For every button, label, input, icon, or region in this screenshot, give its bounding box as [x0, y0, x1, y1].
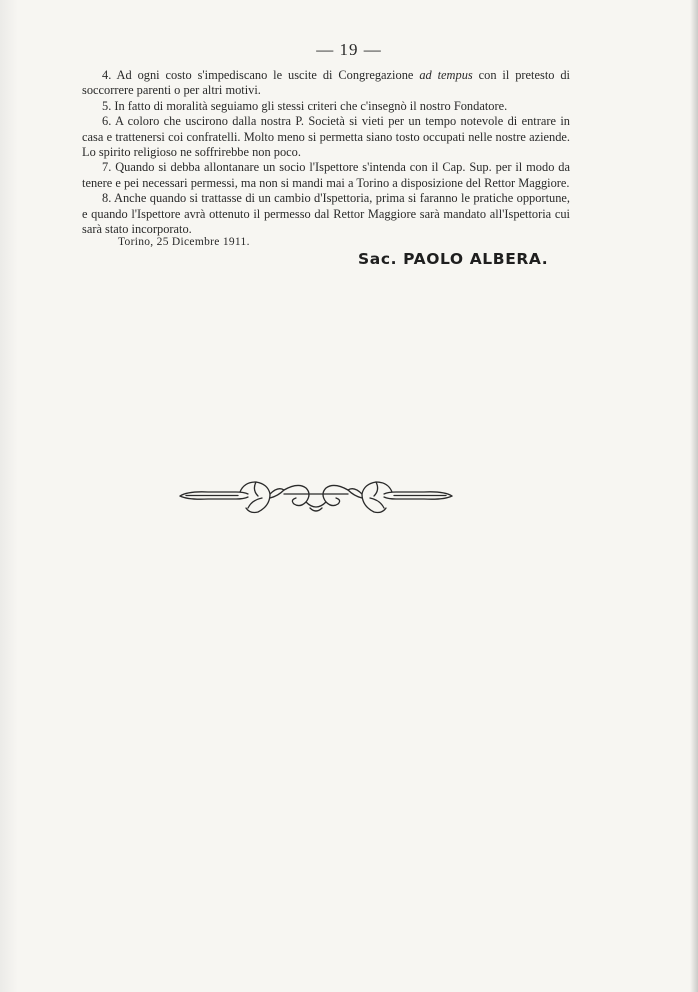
- page-number: — 19 —: [316, 40, 382, 59]
- page-edge-shadow-right: [690, 0, 698, 992]
- paragraph-4-tail: con il pretesto di soccorrere parenti o per altri motivi.: [82, 68, 570, 98]
- paragraph-4: [82, 68, 570, 99]
- paragraph-7: [82, 160, 570, 191]
- paragraph-7-text: 7. Quando si debba allontanare un socio l'Ispettore s'intenda con il Cap. Sup. per il modo da tenere e pei necessari permessi, ma non si mandi mai a Torino a disposizione del Rettor Maggiore.: [82, 160, 570, 190]
- paragraph-6: [82, 114, 570, 160]
- paragraph-6-text: 6. A coloro che uscirono dalla nostra P. Società si vieti per un tempo notevole di entrare in casa e trattenersi coi confratelli. Molto meno si permetta siano tosto occupati nelle nostre aziende. Lo spirito religioso ne soffrirebbe non poco.: [82, 114, 570, 160]
- paragraph-8-text: 8. Anche quando si trattasse di un cambio d'Ispettoria, prima si faranno le pratiche opportune, e quando l'Ispettore avrà ottenuto il permesso dal Rettor Maggiore sarà mandato all'Ispettoria cui sarà stato incorporato.: [82, 191, 570, 237]
- paragraph-8: [82, 191, 570, 237]
- page-edge-shadow-left: [0, 0, 18, 992]
- signature: Sac. PAOLO ALBERA.: [358, 250, 549, 268]
- paragraph-4-text: 4. Ad ogni costo s'impediscano le uscite di Congregazione: [102, 68, 420, 82]
- paragraph-4-italic: ad tempus: [419, 68, 473, 82]
- paragraph-5-text: 5. In fatto di moralità seguiamo gli stessi criteri che c'insegnò il nostro Fondatore.: [102, 98, 508, 113]
- closing-date: Torino, 25 Dicembre 1911.: [118, 236, 250, 248]
- paragraph-5: [82, 99, 570, 114]
- body-text: [82, 68, 570, 237]
- floral-vignette-icon: [178, 472, 454, 520]
